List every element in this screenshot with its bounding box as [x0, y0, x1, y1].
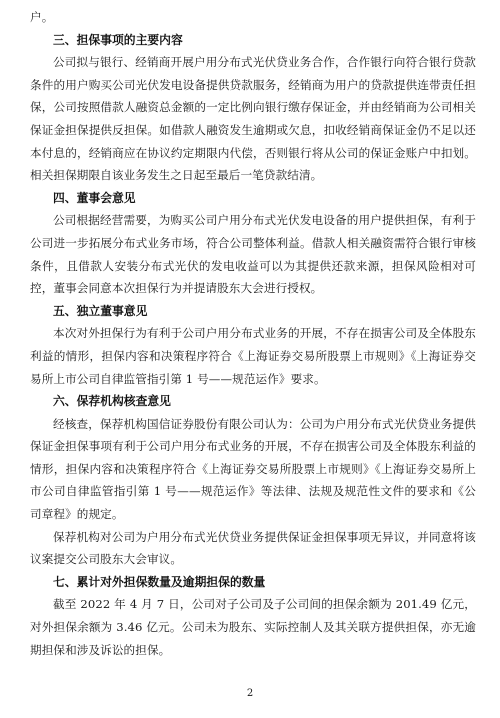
section-5-heading: 五、独立董事意见: [53, 303, 148, 318]
section-3-paragraph-1: 公司拟与银行、经销商开展户用分布式光伏贷业务合作，合作银行向符合银行贷款条件的用户购买公司光伏发电设备提供贷款服务，经销商为用户的贷款提供连带责任担保，公司按照借款人融资总金额的一定比例向银行缴存保证金，并由经销商为公司相关保证金担保提供反担保。如借款人融资发生逾期或欠息，扣收经销商保证金仍不足以还本付息的，经销商应在协议约定期限内代偿，否则银行将从公司的保证金账户中扣划。相关担保期限自该业务发生之日起至最后一笔贷款结清。: [30, 55, 476, 183]
section-7-heading: 七、累计对外担保数量及逾期担保的数量: [53, 574, 266, 589]
section-6-heading: 六、保荐机构核查意见: [53, 394, 171, 409]
section-7-paragraph-1: 截至 2022 年 4 月 7 日，公司对子公司及子公司间的担保余额为 201.49 亿元，对外担保余额为 3.46 亿元。公司未为股东、实际控制人及其关联方提供担保，亦无逾期担保和涉及诉讼的担保。: [30, 597, 476, 657]
section-5-paragraph-1: 本次对外担保行为有利于公司户用分布式业务的开展，不存在损害公司及全体股东利益的情形，担保内容和决策程序符合《上海证券交易所股票上市规则》《上海证券交易所上市公司自律监管指引第 1 号——规范运作》要求。: [30, 326, 476, 386]
page-number: 2: [246, 688, 254, 699]
section-4-paragraph-1: 公司根据经营需要，为购买公司户用分布式光伏发电设备的用户提供担保，有利于公司进一步拓展分布式业务市场，符合公司整体利益。借款人相关融资需符合银行审核条件，且借款人安装分布式光伏的发电收益可以为其提供还款来源，担保风险相对可控，董事会同意本次担保行为并提请股东大会进行授权。: [30, 213, 476, 296]
section-3-heading: 三、担保事项的主要内容: [53, 32, 183, 47]
document-body: [30, 6, 476, 661]
section-6-paragraph-1: 经核查，保荐机构国信证券股份有限公司认为：公司为户用分布式光伏贷业务提供保证金担保事项有利于公司户用分布式业务的开展，不存在损害公司及全体股东利益的情形，担保内容和决策程序符合《上海证券交易所股票上市规则》《上海证券交易所上市公司自律监管指引第 1 号——规范运作》等法律、法规及规范性文件的要求和《公司章程》的规定。: [30, 416, 476, 522]
section-4-heading: 四、董事会意见: [53, 190, 136, 205]
section-6-paragraph-2: 保荐机构对公司为户用分布式光伏贷业务提供保证金担保事项无异议，并同意将该议案提交公司股东大会审议。: [30, 529, 476, 567]
intro-tail-text: 户。: [30, 10, 54, 24]
